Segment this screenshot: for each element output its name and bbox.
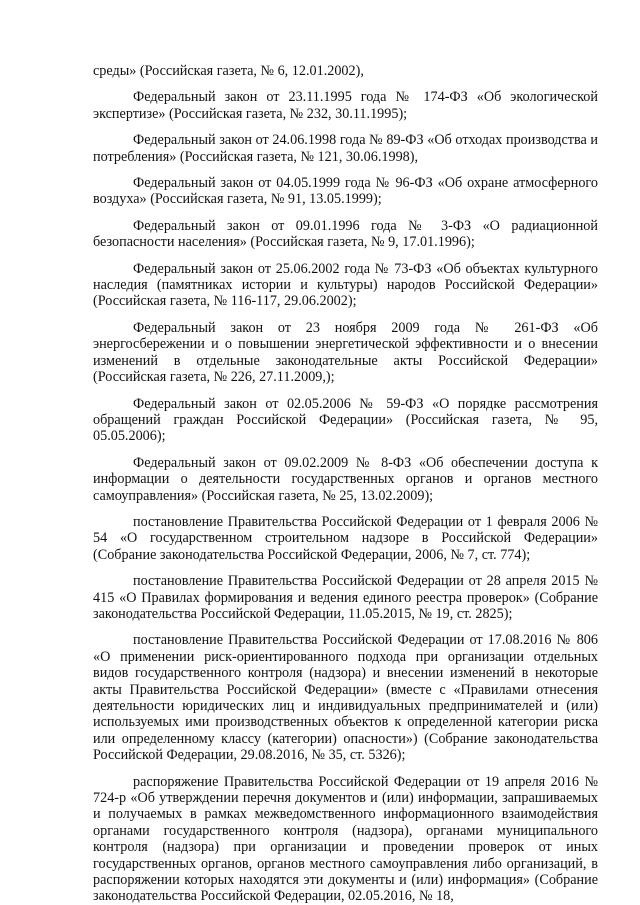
paragraph-1: среды» (Российская газета, № 6, 12.01.2002),: [93, 63, 364, 79]
paragraph-3: Федеральный закон от 24.06.1998 года № 89-ФЗ «Об отходах производства и потребления» (Российская газета, № 121, 30.06.1998),: [93, 132, 598, 165]
paragraph-5: Федеральный закон от 09.01.1996 года № 3-ФЗ «О радиационной безопасности населения» (Российская газета, № 9, 17.01.1996);: [93, 217, 598, 251]
document-body: [93, 63, 598, 905]
paragraph-4: Федеральный закон от 04.05.1999 года № 96-ФЗ «Об охране атмосферного воздуха» (Российская газета, № 91, 13.05.1999);: [93, 175, 598, 208]
paragraph-8: Федеральный закон от 02.05.2006 № 59-ФЗ «О порядке рассмотрения обращений граждан Российской Федерации» (Российская газета, № 95, 05.05.2006);: [93, 395, 598, 445]
paragraph-9: Федеральный закон от 09.02.2009 № 8-ФЗ «Об обеспечении доступа к информации о деятельности государственных органов и органов местного самоуправления» (Российская газета, № 25, 13.02.2009);: [93, 454, 598, 504]
paragraph-13: распоряжение Правительства Российской Федерации от 19 апреля 2016 № 724-р «Об утверждении перечня документов и (или) информации, запрашиваемых и получаемых в рамках межведомственного информационного взаимодействия органами государственного контроля (надзора), органами муниципального контроля (надзора) при организации и проведении проверок от иных государственных органов, органов местного самоуправления либо организаций, в распоряжении которых находятся эти документы и (или) информация» (Собрание законодательства Российской Федерации, 02.05.2016, № 18,: [93, 773, 598, 905]
paragraph-12: постановление Правительства Российской Федерации от 17.08.2016 № 806 «О применении риск-ориентированного подхода при организации отдельных видов государственного контроля (надзора) и внесении изменений в некоторые акты Правительства Российской Федерации» (вместе с «Правилами отнесения деятельности юридических лиц и индивидуальных предпринимателей и (или) используемых ими производственных объектов к определенной категории риска или определенному классу (категории) опасности») (Собрание законодательства Российской Федерации, 29.08.2016, № 35, ст. 5326);: [93, 632, 598, 764]
paragraph-7: Федеральный закон от 23 ноября 2009 года № 261-ФЗ «Об энергосбережении и о повышении энергетической эффективности и о внесении изменений в отдельные законодательные акты Российской Федерации» (Российская газета, № 226, 27.11.2009,);: [93, 319, 598, 386]
paragraph-10: постановление Правительства Российской Федерации от 1 февраля 2006 № 54 «О государственном строительном надзоре в Российской Федерации» (Собрание законодательства Российской Федерации, 2006, № 7, ст. 774);: [93, 513, 598, 563]
paragraph-6: Федеральный закон от 25.06.2002 года № 73-ФЗ «Об объектах культурного наследия (памятниках истории и культуры) народов Российской Федерации» (Российская газета, № 116-117, 29.06.2002);: [93, 260, 598, 310]
paragraph-2: Федеральный закон от 23.11.1995 года № 174-ФЗ «Об экологической экспертизе» (Российская газета, № 232, 30.11.1995);: [93, 89, 598, 122]
paragraph-11: постановление Правительства Российской Федерации от 28 апреля 2015 № 415 «О Правилах формирования и ведения единого реестра проверок» (Собрание законодательства Российской Федерации, 11.05.2015, № 19, ст. 2825);: [93, 573, 598, 622]
